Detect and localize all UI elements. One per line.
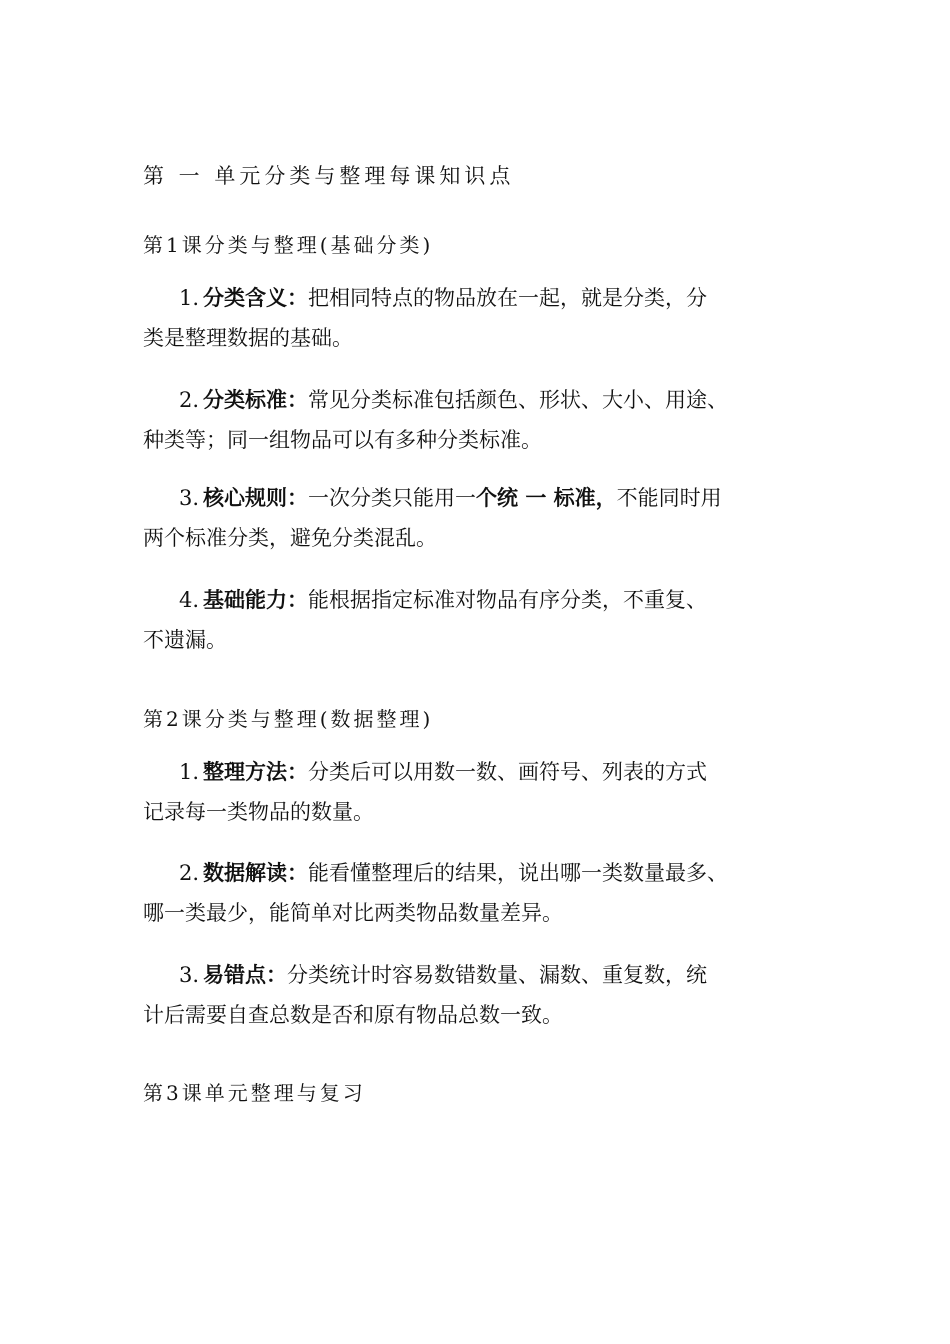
item-text: 能根据指定标准对物品有序分类，不重复、 — [308, 588, 708, 612]
lesson-1-item-3 — [143, 478, 823, 558]
item-number: 2. — [179, 388, 200, 412]
item-number: 2. — [179, 861, 200, 885]
item-text: 分类统计时容易数错数量、漏数、重复数，统 — [287, 963, 708, 987]
item-text: 分类后可以用数一数、画符号、列表的方式 — [308, 760, 708, 784]
item-number: 1. — [179, 760, 200, 784]
item-term: 基础能力： — [203, 588, 309, 612]
item-text-end: 不能同时用 — [616, 486, 722, 510]
item-second-line: 两个标准分类，避免分类混乱。 — [143, 526, 437, 550]
item-term: 核心规则： — [203, 486, 309, 510]
item-first-line — [143, 380, 823, 420]
item-number: 3. — [179, 486, 200, 510]
item-first-line — [143, 580, 823, 620]
item-emphasis: 个统 一 标准， — [476, 486, 617, 510]
lesson-1-heading: 第1课分类与整理(基础分类) — [143, 233, 434, 257]
item-second-line: 记录每一类物品的数量。 — [143, 800, 374, 824]
lesson-2-item-1 — [143, 752, 823, 832]
item-first-line — [143, 955, 823, 995]
item-second-line: 哪一类最少，能简单对比两类物品数量差异。 — [143, 901, 563, 925]
item-first-line — [143, 278, 823, 318]
item-term: 分类含义： — [203, 286, 309, 310]
item-number: 4. — [179, 588, 200, 612]
item-term: 易错点： — [203, 963, 288, 987]
item-term: 整理方法： — [203, 760, 309, 784]
item-first-line — [143, 478, 823, 518]
lesson-2-item-2 — [143, 853, 823, 933]
lesson-1-item-2 — [143, 380, 823, 460]
item-text: 把相同特点的物品放在一起，就是分类，分 — [308, 286, 708, 310]
item-text: 能看懂整理后的结果，说出哪一类数量最多、 — [308, 861, 729, 885]
lesson-1-item-4 — [143, 580, 823, 660]
lesson-1-item-1 — [143, 278, 823, 358]
item-term: 分类标准： — [203, 388, 309, 412]
lesson-3-heading: 第3课单元整理与复习 — [143, 1081, 366, 1105]
item-second-line: 类是整理数据的基础。 — [143, 326, 353, 350]
document-title: 第 一 单元分类与整理每课知识点 — [143, 164, 515, 188]
item-number: 1. — [179, 286, 200, 310]
item-first-line — [143, 752, 823, 792]
item-text: 常见分类标准包括颜色、形状、大小、用途、 — [308, 388, 729, 412]
lesson-2-heading: 第2课分类与整理(数据整理) — [143, 707, 434, 731]
item-number: 3. — [179, 963, 200, 987]
item-text: 一次分类只能用一 — [308, 486, 477, 510]
item-term: 数据解读： — [203, 861, 309, 885]
item-second-line: 种类等；同一组物品可以有多种分类标准。 — [143, 428, 542, 452]
lesson-2-item-3 — [143, 955, 823, 1035]
item-second-line: 计后需要自查总数是否和原有物品总数一致。 — [143, 1003, 563, 1027]
item-second-line: 不遗漏。 — [143, 628, 227, 652]
item-first-line — [143, 853, 823, 893]
